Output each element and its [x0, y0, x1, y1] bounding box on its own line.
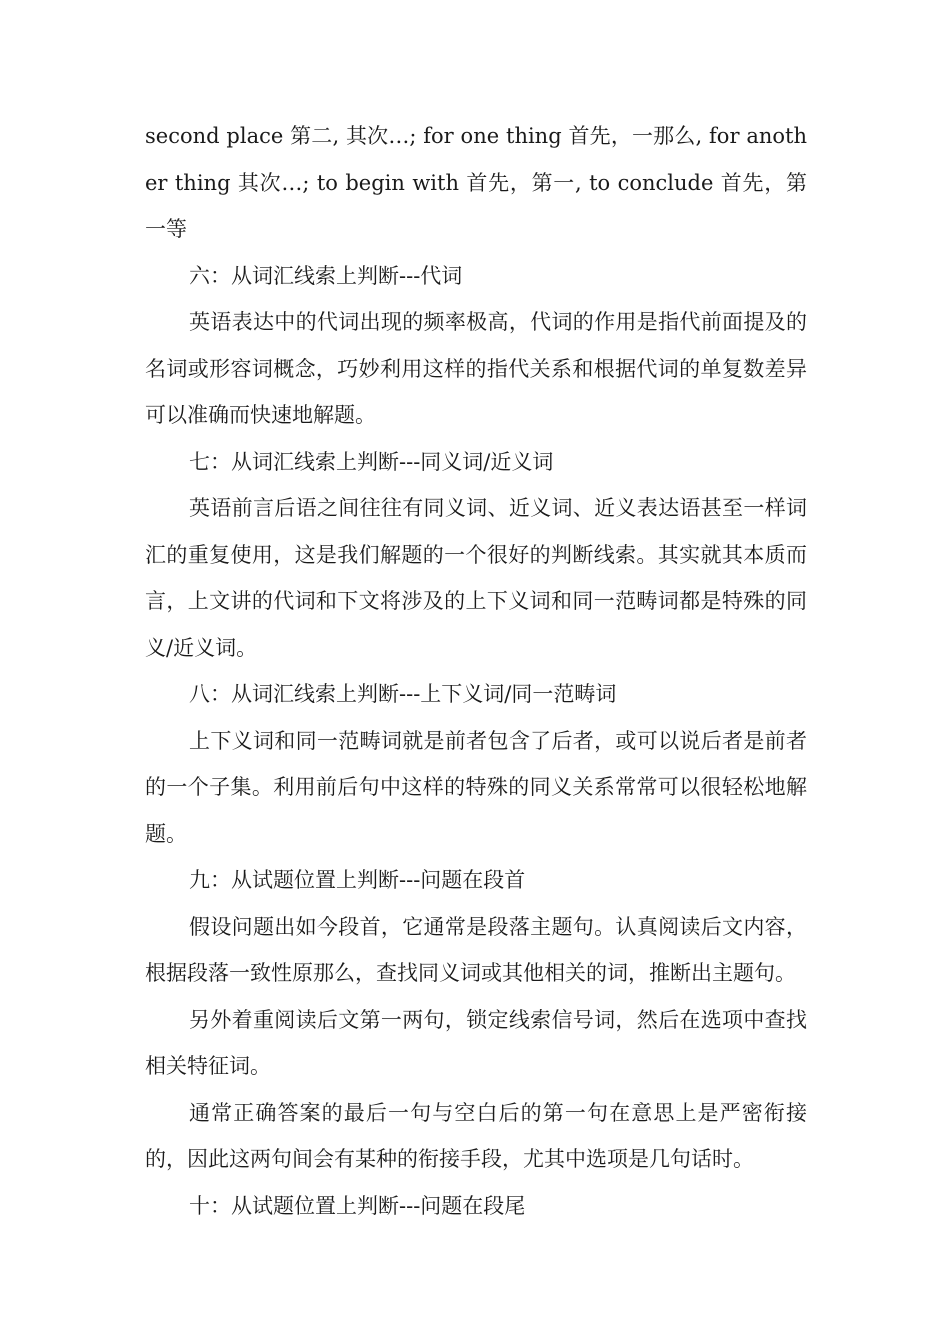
- body-paragraph: 通常正确答案的最后一句与空白后的第一句在意思上是严密衔接的，因此这两句间会有某种的衔接手段，尤其中选项是几句话时。: [145, 1100, 807, 1171]
- document-page: [145, 113, 807, 1229]
- section-heading-synonyms: 七：从词汇线索上判断---同义词/近义词: [189, 449, 554, 474]
- section-heading-paragraph-end: 十：从试题位置上判断---问题在段尾: [189, 1193, 526, 1218]
- body-paragraph: 假设问题出如今段首，它通常是段落主题句。认真阅读后文内容，根据段落一致性原那么，查找同义词或其他相关的词，推断出主题句。: [145, 914, 807, 985]
- section-heading-paragraph-start: 九：从试题位置上判断---问题在段首: [189, 868, 526, 892]
- section-heading-hyponyms: 八：从词汇线索上判断---上下义词/同一范畴词: [189, 682, 617, 706]
- section-heading-pronouns: 六：从词汇线索上判断---代词: [189, 263, 463, 288]
- body-paragraph: 上下义词和同一范畴词就是前者包含了后者，或可以说后者是前者的一个子集。利用前后句中这样的特殊的同义关系常常可以很轻松地解题。: [145, 728, 807, 846]
- body-paragraph: 另外着重阅读后文第一两句，锁定线索信号词，然后在选项中查找相关特征词。: [145, 1007, 807, 1078]
- body-paragraph: 英语前言后语之间往往有同义词、近义词、近义表达语甚至一样词汇的重复使用，这是我们解题的一个很好的判断线索。其实就其本质而言，上文讲的代词和下文将涉及的上下义词和同一范畴词都是特殊的同义/近义词。: [145, 496, 807, 660]
- body-paragraph: 英语表达中的代词出现的频率极高，代词的作用是指代前面提及的名词或形容词概念，巧妙利用这样的指代关系和根据代词的单复数差异可以准确而快速地解题。: [145, 310, 807, 427]
- continuation-paragraph: second place 第二, 其次…; for one thing 首先，一那么, for another thing 其次…; to begin with 首先，第一, to conclude 首先，第一等: [145, 124, 807, 241]
